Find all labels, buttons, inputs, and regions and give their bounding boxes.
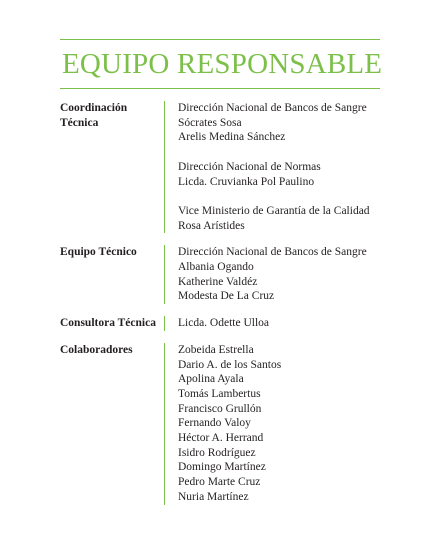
section-label-line: Colaboradores [60, 343, 133, 356]
member-name: Nuria Martínez [178, 490, 249, 503]
member-group [178, 101, 390, 145]
section-content [178, 343, 390, 505]
member-name: Isidro Rodríguez [178, 446, 256, 459]
section-label [60, 245, 160, 260]
member-group [178, 160, 390, 189]
top-rule [60, 39, 380, 40]
member-group [178, 204, 390, 233]
member-name: Sócrates Sosa [178, 116, 242, 129]
member-name: Héctor A. Herrand [178, 432, 264, 445]
section-label-line: Consultora Técnica [60, 317, 156, 330]
member-name: Tomás Lambertus [178, 387, 261, 400]
member-name: Francisco Grullón [178, 402, 262, 415]
member-name: Pedro Marte Cruz [178, 476, 261, 489]
section-divider [164, 245, 165, 304]
member-name: Fernando Valoy [178, 417, 251, 430]
team-section [60, 343, 390, 505]
team-section [60, 101, 390, 233]
member-name: Modesta De La Cruz [178, 290, 275, 303]
member-name: Apolina Ayala [178, 373, 244, 386]
section-content [178, 316, 390, 331]
section-label [60, 316, 160, 331]
department-name: Dirección Nacional de Bancos de Sangre [178, 102, 367, 114]
section-content [178, 101, 390, 233]
section-label-line: Equipo Técnico [60, 246, 137, 259]
member-group [178, 245, 390, 304]
team-sections [60, 101, 390, 517]
department-name: Dirección Nacional de Bancos de Sangre [178, 246, 367, 259]
member-name: Domingo Martínez [178, 461, 266, 474]
section-label-line: Técnica [60, 116, 99, 129]
section-label [60, 343, 160, 358]
section-label [60, 101, 160, 130]
member-name: Zobeida Estrella [178, 343, 254, 356]
member-name: Katherine Valdéz [178, 275, 258, 288]
member-name: Rosa Arístides [178, 219, 245, 232]
member-group [178, 343, 390, 505]
bottom-rule [60, 88, 380, 89]
member-name: Arelis Medina Sánchez [178, 131, 286, 144]
section-divider [164, 316, 165, 331]
section-divider [164, 101, 165, 233]
team-section [60, 245, 390, 304]
member-name: Albania Ogando [178, 261, 254, 273]
section-divider [164, 343, 165, 505]
department-name: Vice Ministerio de Garantía de la Calidad [178, 204, 370, 217]
member-name: Dario A. de los Santos [178, 358, 282, 371]
member-group [178, 316, 390, 331]
team-section [60, 316, 390, 331]
section-label-line: Coordinación [60, 102, 128, 114]
member-name: Licda. Odette Ulloa [178, 317, 270, 330]
department-name: Dirección Nacional de Normas [178, 160, 321, 173]
member-name: Licda. Cruvianka Pol Paulino [178, 175, 315, 188]
page-title: EQUIPO RESPONSABLE [62, 48, 383, 80]
section-content [178, 245, 390, 304]
